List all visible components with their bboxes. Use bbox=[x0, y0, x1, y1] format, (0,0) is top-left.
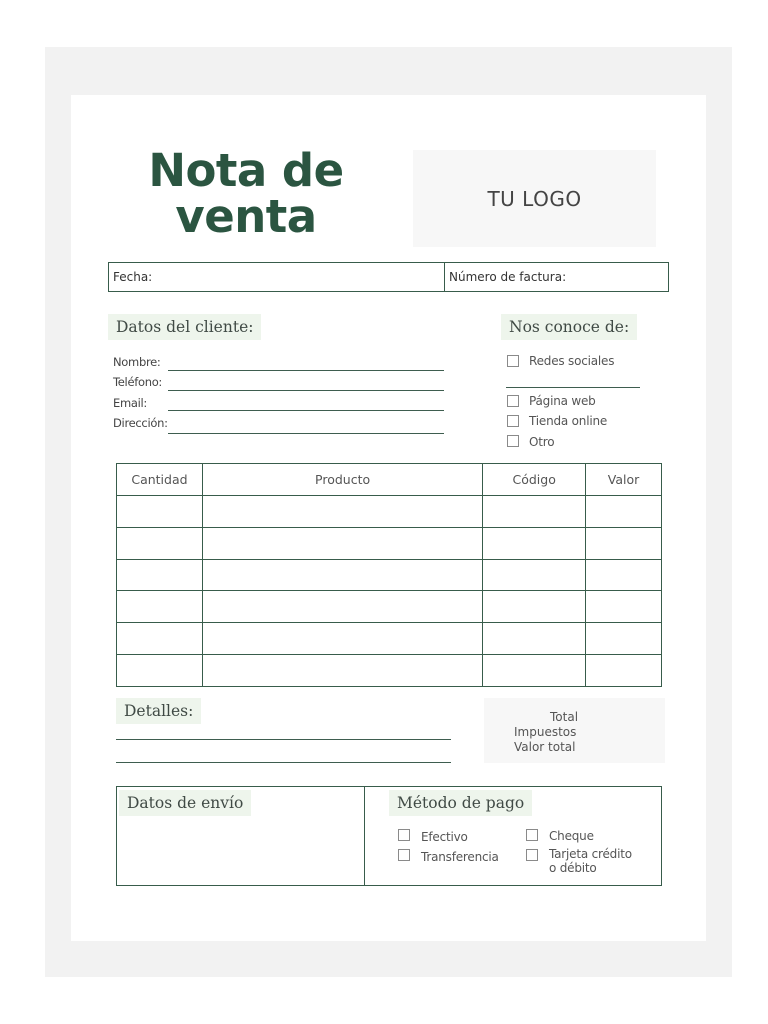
table-row bbox=[117, 527, 662, 559]
date-invoice-bar bbox=[108, 262, 669, 292]
table-cell[interactable] bbox=[586, 623, 662, 655]
check-label: Cheque bbox=[549, 829, 594, 843]
table-cell[interactable] bbox=[586, 655, 662, 687]
table-row bbox=[117, 559, 662, 591]
header-code: Código bbox=[483, 464, 586, 496]
table-cell[interactable] bbox=[117, 496, 203, 528]
details-heading: Detalles: bbox=[116, 698, 201, 724]
header-quantity: Cantidad bbox=[117, 464, 203, 496]
transfer-checkbox[interactable] bbox=[398, 849, 410, 861]
card-checkbox[interactable] bbox=[526, 849, 538, 861]
table-cell[interactable] bbox=[483, 655, 586, 687]
address-field[interactable] bbox=[168, 433, 444, 434]
transfer-label: Transferencia bbox=[421, 850, 499, 864]
referral-heading: Nos conoce de: bbox=[501, 314, 637, 340]
payment-method-heading: Método de pago bbox=[389, 790, 532, 816]
website-checkbox[interactable] bbox=[507, 395, 519, 407]
grand-total-label: Valor total bbox=[514, 740, 576, 754]
title-line-2: venta bbox=[175, 190, 317, 243]
table-cell[interactable] bbox=[202, 527, 482, 559]
address-label: Dirección: bbox=[113, 416, 168, 430]
page-title bbox=[140, 144, 352, 243]
table-cell[interactable] bbox=[586, 559, 662, 591]
phone-label: Teléfono: bbox=[113, 375, 162, 389]
table-cell[interactable] bbox=[117, 527, 203, 559]
social-media-line bbox=[506, 387, 640, 388]
other-label: Otro bbox=[529, 435, 555, 449]
name-label: Nombre: bbox=[113, 355, 161, 369]
table-cell[interactable] bbox=[586, 527, 662, 559]
total-label: Total bbox=[550, 710, 579, 724]
online-store-label: Tienda online bbox=[529, 414, 608, 428]
other-checkbox[interactable] bbox=[507, 435, 519, 447]
email-label: Email: bbox=[113, 396, 147, 410]
table-cell[interactable] bbox=[483, 623, 586, 655]
totals-box bbox=[484, 698, 665, 763]
header-value: Valor bbox=[586, 464, 662, 496]
title-line-1: Nota de bbox=[148, 144, 344, 197]
online-store-checkbox[interactable] bbox=[507, 415, 519, 427]
invoice-number-label: Número de factura: bbox=[449, 270, 567, 284]
website-label: Página web bbox=[529, 394, 596, 408]
social-media-checkbox[interactable] bbox=[507, 355, 519, 367]
table-cell[interactable] bbox=[117, 559, 203, 591]
name-field[interactable] bbox=[168, 370, 444, 371]
bar-divider bbox=[444, 263, 445, 291]
table-cell[interactable] bbox=[117, 623, 203, 655]
items-table bbox=[116, 463, 662, 687]
details-line-1[interactable] bbox=[116, 739, 451, 740]
table-row bbox=[117, 623, 662, 655]
details-line-2[interactable] bbox=[116, 762, 451, 763]
table-cell[interactable] bbox=[483, 559, 586, 591]
table-cell[interactable] bbox=[117, 591, 203, 623]
phone-field[interactable] bbox=[168, 390, 444, 391]
table-row bbox=[117, 655, 662, 687]
table-cell[interactable] bbox=[202, 655, 482, 687]
table-cell[interactable] bbox=[202, 559, 482, 591]
card-label-line-1: Tarjeta crédito bbox=[549, 847, 632, 861]
box-divider bbox=[364, 787, 365, 885]
shipping-heading: Datos de envío bbox=[119, 790, 251, 816]
header-product: Producto bbox=[202, 464, 482, 496]
table-cell[interactable] bbox=[483, 591, 586, 623]
table-cell[interactable] bbox=[483, 496, 586, 528]
table-cell[interactable] bbox=[586, 591, 662, 623]
cash-label: Efectivo bbox=[421, 830, 468, 844]
social-media-label: Redes sociales bbox=[529, 354, 615, 368]
table-cell[interactable] bbox=[202, 623, 482, 655]
cash-checkbox[interactable] bbox=[398, 829, 410, 841]
table-cell[interactable] bbox=[117, 655, 203, 687]
table-row bbox=[117, 591, 662, 623]
table-cell[interactable] bbox=[202, 591, 482, 623]
table-cell[interactable] bbox=[586, 496, 662, 528]
table-cell[interactable] bbox=[202, 496, 482, 528]
table-row bbox=[117, 496, 662, 528]
logo-placeholder bbox=[413, 150, 656, 247]
check-checkbox[interactable] bbox=[526, 829, 538, 841]
logo-text: TU LOGO bbox=[487, 186, 582, 211]
taxes-label: Impuestos bbox=[514, 725, 577, 739]
client-data-heading: Datos del cliente: bbox=[108, 314, 261, 340]
email-field[interactable] bbox=[168, 410, 444, 411]
card-label-line-2: o débito bbox=[549, 861, 597, 875]
table-cell[interactable] bbox=[483, 527, 586, 559]
date-label: Fecha: bbox=[113, 270, 153, 284]
table-header-row bbox=[117, 464, 662, 496]
